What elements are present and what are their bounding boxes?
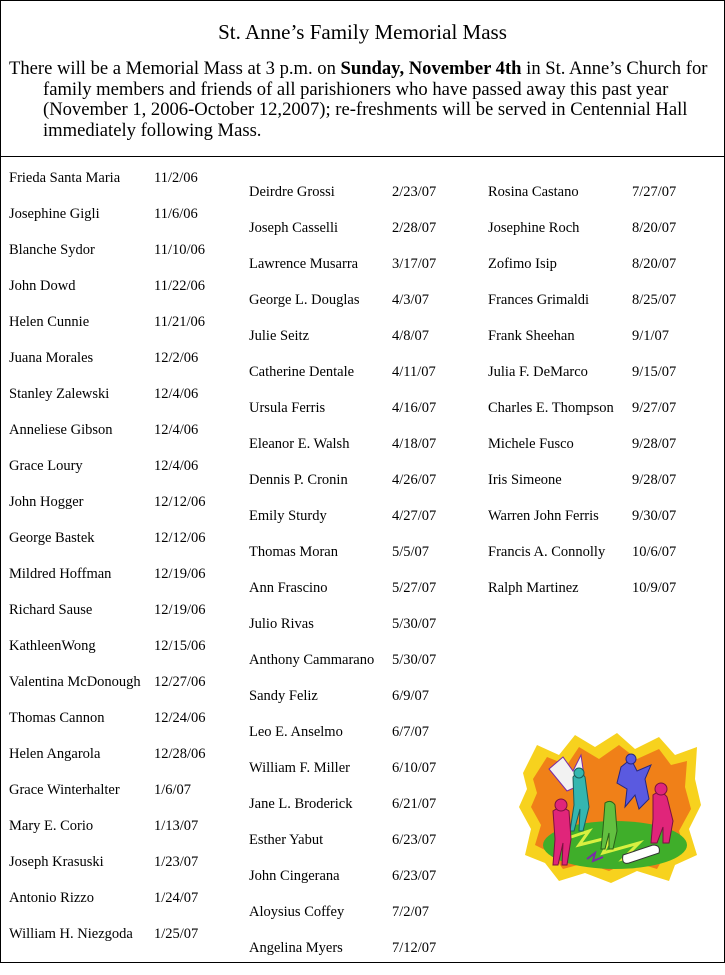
deceased-name: William H. Niezgoda <box>9 926 133 942</box>
clipart-figure-teal-head <box>574 768 584 778</box>
deceased-name: Julie Seitz <box>249 328 310 344</box>
deceased-name: Blanche Sydor <box>9 242 95 258</box>
date-of-passing: 4/16/07 <box>392 400 437 416</box>
deceased-name: Warren John Ferris <box>488 508 599 524</box>
deceased-name: John Dowd <box>9 278 76 294</box>
date-of-passing: 8/20/07 <box>632 256 677 272</box>
deceased-name: Grace Loury <box>9 458 83 474</box>
deceased-name: Juana Morales <box>9 350 94 366</box>
deceased-name: Thomas Moran <box>249 544 338 560</box>
deceased-name: Josephine Roch <box>488 220 580 236</box>
deceased-name: Francis A. Connolly <box>488 544 606 560</box>
deceased-name: KathleenWong <box>9 638 96 654</box>
deceased-name: Richard Sause <box>9 602 93 618</box>
date-of-passing: 11/22/06 <box>154 278 206 294</box>
deceased-name: Stanley Zalewski <box>9 386 110 402</box>
date-of-passing: 12/12/06 <box>154 494 206 510</box>
date-of-passing: 6/10/07 <box>392 760 437 776</box>
deceased-name: Joseph Casselli <box>249 220 339 236</box>
deceased-name: Grace Winterhalter <box>9 782 120 798</box>
date-of-passing: 11/10/06 <box>154 242 206 258</box>
deceased-name: Jane L. Broderick <box>249 796 353 812</box>
deceased-name: William F. Miller <box>249 760 350 776</box>
deceased-name: John Cingerana <box>249 868 340 884</box>
date-of-passing: 1/24/07 <box>154 890 199 906</box>
date-of-passing: 4/27/07 <box>392 508 437 524</box>
date-of-passing: 6/23/07 <box>392 868 437 884</box>
date-of-passing: 12/4/06 <box>154 422 199 438</box>
deceased-name: Charles E. Thompson <box>488 400 614 416</box>
angels-rising-clipart-icon <box>519 733 701 883</box>
date-of-passing: 11/2/06 <box>154 170 198 186</box>
clipart-figure-blue-head <box>626 754 636 764</box>
date-of-passing: 7/2/07 <box>392 904 430 920</box>
deceased-name: Ralph Martinez <box>488 580 579 596</box>
date-of-passing: 6/23/07 <box>392 832 437 848</box>
date-of-passing: 11/6/06 <box>154 206 198 222</box>
date-of-passing: 9/27/07 <box>632 400 677 416</box>
date-of-passing: 7/12/07 <box>392 940 437 956</box>
deceased-name: Joseph Krasuski <box>9 854 104 870</box>
deceased-name: Deirdre Grossi <box>249 184 335 200</box>
announcement-text-end: in St. Anne’s Church for family members and friends of all parishioners who have passed away this past year (November 1, 2006-October 12,2007); re-freshments will be served in Centennial Hall immediately following Mass. <box>43 58 708 141</box>
clipart-figure-pink-left-head <box>555 799 567 811</box>
date-of-passing: 9/1/07 <box>632 328 670 344</box>
deceased-name: Michele Fusco <box>488 436 574 452</box>
date-of-passing: 12/4/06 <box>154 386 199 402</box>
announcement-paragraph <box>9 59 725 141</box>
section-divider <box>1 156 724 157</box>
date-of-passing: 4/26/07 <box>392 472 437 488</box>
date-of-passing: 1/13/07 <box>154 818 199 834</box>
date-of-passing: 2/28/07 <box>392 220 437 236</box>
deceased-name: George L. Douglas <box>249 292 360 308</box>
deceased-name: Josephine Gigli <box>9 206 100 222</box>
deceased-name: Frank Sheehan <box>488 328 575 344</box>
deceased-name: Iris Simeone <box>488 472 562 488</box>
date-of-passing: 12/19/06 <box>154 566 206 582</box>
date-of-passing: 4/18/07 <box>392 436 437 452</box>
deceased-name: Dennis P. Cronin <box>249 472 348 488</box>
announcement-date-emphasis: Sunday, November 4th <box>340 58 522 79</box>
deceased-name: Helen Cunnie <box>9 314 90 330</box>
date-of-passing: 12/15/06 <box>154 638 206 654</box>
deceased-name: Helen Angarola <box>9 746 101 762</box>
deceased-name: Frances Grimaldi <box>488 292 590 308</box>
deceased-name: John Hogger <box>9 494 84 510</box>
date-of-passing: 1/6/07 <box>154 782 192 798</box>
deceased-name: Ann Frascino <box>249 580 328 596</box>
date-of-passing: 9/30/07 <box>632 508 677 524</box>
deceased-name: Rosina Castano <box>488 184 579 200</box>
deceased-name: Eleanor E. Walsh <box>249 436 350 452</box>
deceased-name: George Bastek <box>9 530 95 546</box>
date-of-passing: 4/3/07 <box>392 292 430 308</box>
deceased-name: Esther Yabut <box>249 832 324 848</box>
deceased-name: Emily Sturdy <box>249 508 327 524</box>
date-of-passing: 6/7/07 <box>392 724 430 740</box>
deceased-name: Catherine Dentale <box>249 364 355 380</box>
clipart-figure-pink-left <box>553 808 571 865</box>
date-of-passing: 3/17/07 <box>392 256 437 272</box>
deceased-name: Sandy Feliz <box>249 688 318 704</box>
date-of-passing: 8/25/07 <box>632 292 677 308</box>
date-of-passing: 12/12/06 <box>154 530 206 546</box>
deceased-name: Antonio Rizzo <box>9 890 94 906</box>
deceased-name: Ursula Ferris <box>249 400 326 416</box>
page-title: St. Anne’s Family Memorial Mass <box>218 20 507 44</box>
date-of-passing: 1/25/07 <box>154 926 199 942</box>
date-of-passing: 1/23/07 <box>154 854 199 870</box>
clipart-figure-pink-right-head <box>655 783 667 795</box>
date-of-passing: 5/30/07 <box>392 616 437 632</box>
date-of-passing: 9/15/07 <box>632 364 677 380</box>
deceased-name: Aloysius Coffey <box>249 904 345 920</box>
date-of-passing: 9/28/07 <box>632 436 677 452</box>
date-of-passing: 11/21/06 <box>154 314 206 330</box>
announcement-text-start: There will be a Memorial Mass at 3 p.m. on <box>9 58 341 79</box>
date-of-passing: 12/27/06 <box>154 674 206 690</box>
date-of-passing: 12/24/06 <box>154 710 206 726</box>
deceased-name: Anthony Cammarano <box>249 652 375 668</box>
deceased-name: Mildred Hoffman <box>9 566 112 582</box>
date-of-passing: 6/21/07 <box>392 796 437 812</box>
date-of-passing: 5/27/07 <box>392 580 437 596</box>
date-of-passing: 12/2/06 <box>154 350 199 366</box>
deceased-name: Mary E. Corio <box>9 818 94 834</box>
date-of-passing: 12/19/06 <box>154 602 206 618</box>
date-of-passing: 8/20/07 <box>632 220 677 236</box>
date-of-passing: 4/8/07 <box>392 328 430 344</box>
deceased-name: Zofimo Isip <box>488 256 557 272</box>
deceased-name: Valentina McDonough <box>9 674 141 690</box>
date-of-passing: 5/5/07 <box>392 544 430 560</box>
date-of-passing: 10/6/07 <box>632 544 677 560</box>
deceased-name: Anneliese Gibson <box>9 422 113 438</box>
deceased-name: Angelina Myers <box>249 940 343 956</box>
deceased-name: Lawrence Musarra <box>249 256 359 272</box>
date-of-passing: 2/23/07 <box>392 184 437 200</box>
deceased-name: Julia F. DeMarco <box>488 364 588 380</box>
date-of-passing: 9/28/07 <box>632 472 677 488</box>
date-of-passing: 6/9/07 <box>392 688 430 704</box>
date-of-passing: 4/11/07 <box>392 364 436 380</box>
deceased-name: Thomas Cannon <box>9 710 105 726</box>
deceased-name: Frieda Santa Maria <box>9 170 121 186</box>
date-of-passing: 12/4/06 <box>154 458 199 474</box>
date-of-passing: 10/9/07 <box>632 580 677 596</box>
deceased-name: Julio Rivas <box>249 616 314 632</box>
deceased-name: Leo E. Anselmo <box>249 724 343 740</box>
date-of-passing: 7/27/07 <box>632 184 677 200</box>
date-of-passing: 5/30/07 <box>392 652 437 668</box>
date-of-passing: 12/28/06 <box>154 746 206 762</box>
